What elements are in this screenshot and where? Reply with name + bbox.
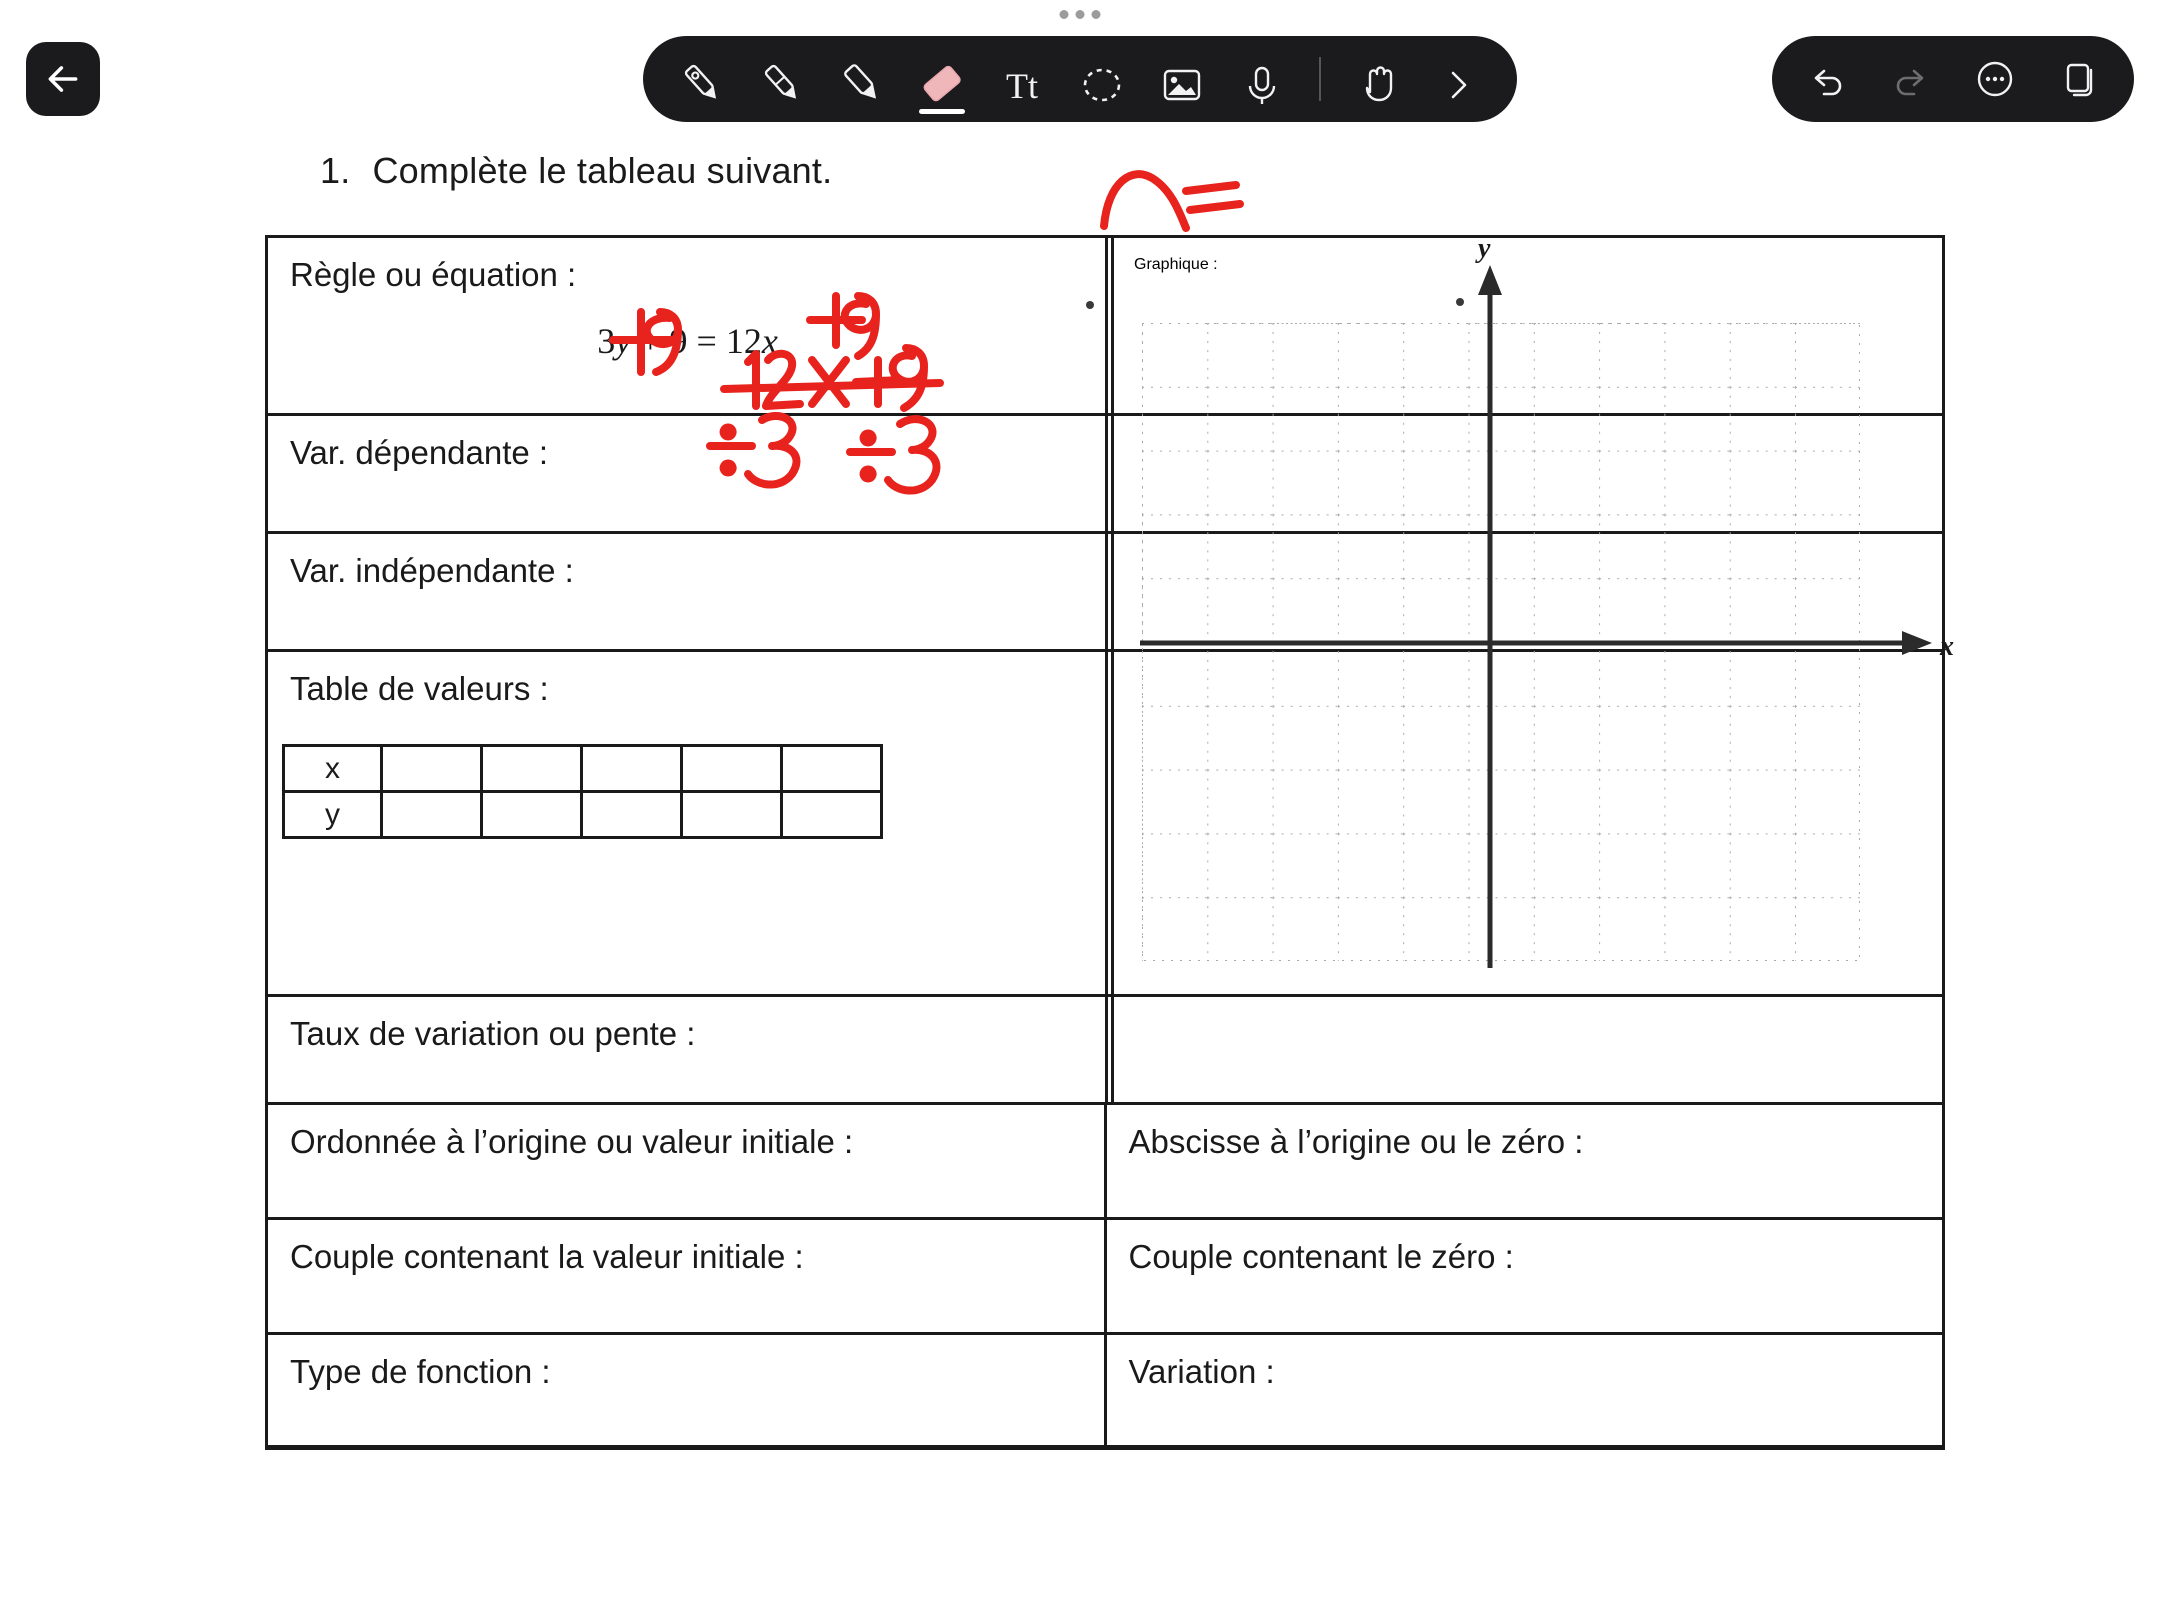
eraser-tool[interactable] — [913, 48, 971, 110]
ellipsis-circle-icon — [1971, 55, 2019, 103]
redo-button[interactable] — [1884, 52, 1938, 106]
cell-x-5[interactable] — [782, 746, 882, 792]
undo-icon — [1804, 56, 1850, 102]
handle-dot — [1076, 10, 1085, 19]
cell-y-2[interactable] — [482, 792, 582, 838]
text-tool[interactable] — [993, 48, 1051, 110]
cell-variation[interactable] — [1107, 1335, 1943, 1445]
highlighter-icon — [835, 56, 889, 110]
worksheet-table — [265, 233, 1954, 1450]
ink-equals-top-1 — [1186, 185, 1236, 191]
eq-coef-a: 3 — [597, 321, 616, 361]
audio-record-tool[interactable] — [1233, 48, 1291, 110]
image-icon — [1154, 60, 1210, 110]
label-regle: Règle ou équation : — [290, 256, 577, 293]
cell-couple-valeur-initiale[interactable] — [268, 1220, 1107, 1332]
cell-x-3[interactable] — [582, 746, 682, 792]
back-button[interactable] — [26, 42, 100, 116]
eq-var-x: x — [761, 321, 778, 361]
question-heading — [320, 150, 832, 192]
cell-x-2[interactable] — [482, 746, 582, 792]
hand-icon — [1352, 58, 1404, 110]
cell-y-5[interactable] — [782, 792, 882, 838]
label-couple-valeur-initiale: Couple contenant la valeur initiale : — [290, 1238, 804, 1275]
label-ordonnee-origine: Ordonnée à l’origine ou valeur initiale : — [290, 1123, 854, 1160]
table-row — [268, 1105, 1942, 1220]
more-tools-chevron[interactable] — [1429, 48, 1487, 110]
values-table[interactable] — [282, 744, 883, 839]
lasso-icon — [1076, 60, 1128, 110]
cell-y-3[interactable] — [582, 792, 682, 838]
toolbar-divider — [1319, 57, 1321, 101]
hand-tool[interactable] — [1349, 48, 1407, 110]
cell-table-valeurs[interactable] — [268, 652, 1108, 994]
highlighter-tool[interactable] — [833, 48, 891, 110]
pen-icon — [675, 56, 729, 110]
window-drag-handle[interactable] — [1060, 10, 1101, 19]
cell-regle-equation[interactable] — [268, 238, 1108, 413]
eq-var-y: y — [615, 321, 632, 361]
more-options-button[interactable] — [1968, 52, 2022, 106]
handle-dot — [1092, 10, 1101, 19]
cell-var-dependante[interactable] — [268, 416, 1108, 531]
svg-text:Tt: Tt — [1006, 66, 1038, 106]
cell-graphique[interactable] — [1111, 233, 1954, 1105]
table-row — [268, 1335, 1942, 1448]
label-type-fonction: Type de fonction : — [290, 1353, 551, 1390]
cell-abscisse-origine[interactable] — [1107, 1105, 1943, 1217]
table-row — [268, 1220, 1942, 1335]
document-actions-toolbar[interactable] — [1772, 36, 2134, 122]
image-tool[interactable] — [1153, 48, 1211, 110]
question-number: 1. — [320, 150, 351, 191]
cell-y-label: y — [284, 792, 382, 838]
ink-arc — [1104, 174, 1186, 228]
pencil-icon — [755, 56, 809, 110]
pages-icon — [2056, 56, 2102, 102]
eq-plus: + — [640, 321, 661, 361]
cell-taux-variation[interactable] — [268, 997, 1108, 1102]
label-var-dependante: Var. dépendante : — [290, 434, 549, 471]
microphone-icon — [1236, 60, 1288, 110]
pages-button[interactable] — [2052, 52, 2106, 106]
table-row-x — [284, 746, 882, 792]
equation-text — [290, 320, 1085, 362]
cell-y-1[interactable] — [382, 792, 482, 838]
chevron-right-icon — [1438, 60, 1478, 110]
label-graphique: Graphique : — [1134, 256, 1218, 273]
x-axis-label: x — [1940, 631, 1954, 662]
label-abscisse-origine: Abscisse à l’origine ou le zéro : — [1128, 1123, 1584, 1160]
pencil-tool[interactable] — [753, 48, 811, 110]
eraser-icon — [914, 60, 970, 110]
eq-coef-c: 12 — [725, 321, 762, 361]
drawing-toolbar[interactable] — [643, 36, 1517, 122]
lasso-select-tool[interactable] — [1073, 48, 1131, 110]
undo-button[interactable] — [1800, 52, 1854, 106]
cell-x-label: x — [284, 746, 382, 792]
text-icon — [994, 60, 1050, 110]
pen-tool[interactable] — [673, 48, 731, 110]
label-couple-zero: Couple contenant le zéro : — [1128, 1238, 1514, 1275]
y-axis-arrow — [1478, 265, 1502, 295]
eq-equals: = — [696, 321, 717, 361]
cell-couple-zero[interactable] — [1107, 1220, 1943, 1332]
question-text: Complète le tableau suivant. — [372, 150, 833, 191]
table-row-y — [284, 792, 882, 838]
label-table-valeurs: Table de valeurs : — [290, 670, 549, 707]
cell-x-1[interactable] — [382, 746, 482, 792]
eq-const-b: 9 — [669, 321, 688, 361]
back-arrow-icon — [44, 60, 82, 98]
cell-y-4[interactable] — [682, 792, 782, 838]
y-axis-label: y — [1478, 233, 1491, 264]
label-variation: Variation : — [1128, 1353, 1275, 1390]
label-taux-variation: Taux de variation ou pente : — [290, 1015, 696, 1052]
label-var-independante: Var. indépendante : — [290, 552, 574, 589]
redo-icon — [1888, 56, 1934, 102]
cell-var-independante[interactable] — [268, 534, 1108, 649]
cell-x-4[interactable] — [682, 746, 782, 792]
cell-ordonnee-origine[interactable] — [268, 1105, 1107, 1217]
x-axis-arrow — [1902, 631, 1932, 655]
ink-equals-top-2 — [1190, 204, 1240, 210]
cell-type-fonction[interactable] — [268, 1335, 1107, 1445]
handle-dot — [1060, 10, 1069, 19]
